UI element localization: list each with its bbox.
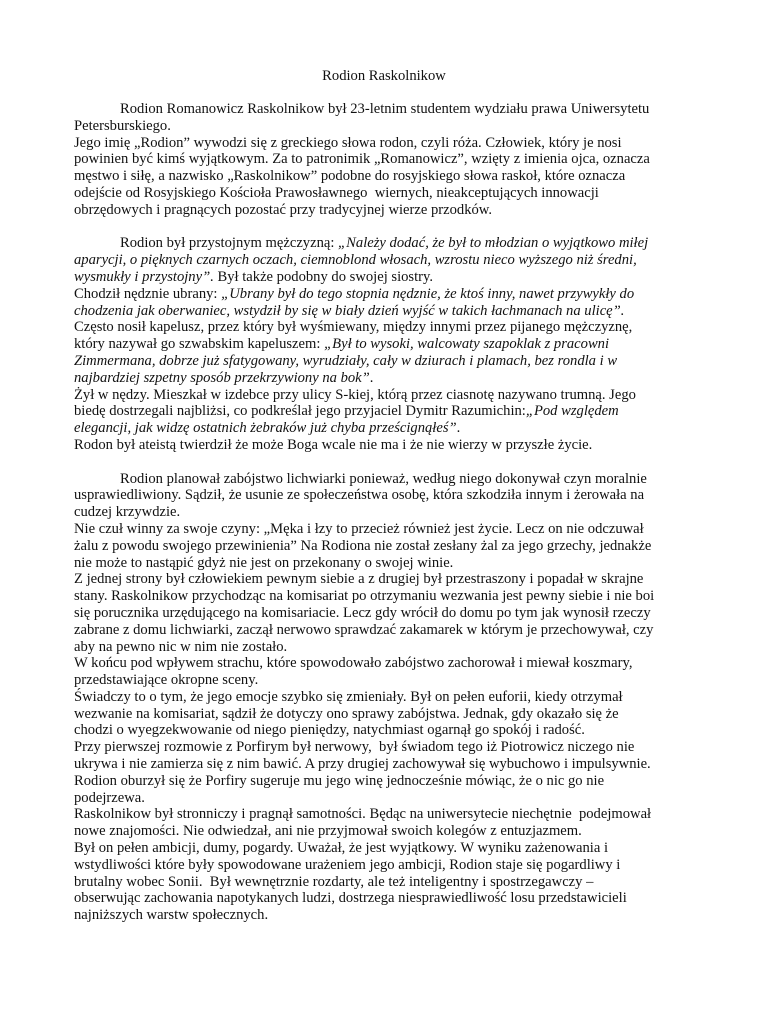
text-line: żalu z powodu swojego przewinienia” Na Rodiona nie został zesłany żal za jego grzechy, jednakże bbox=[74, 537, 652, 554]
text-run: Rodion był przystojnym mężczyzną: bbox=[120, 235, 339, 252]
paragraph-appearance bbox=[74, 235, 698, 453]
text-line: się porucznika urzędującego na komisariacie. Lecz gdy wrócił do domu po tym jak wynosił rzeczy bbox=[74, 604, 651, 621]
text-line: wezwanie na komisariat, sądził że dotyczy ono sprawy zabójstwa. Jednak, gdy okazało się że bbox=[74, 705, 619, 722]
text-line: cudzej krzywdzie. bbox=[74, 504, 181, 521]
text-line bbox=[74, 252, 698, 269]
text-line: Rodon był ateistą twierdził że może Boga wcale nie ma i że nie wierzy w przyszłe życie. bbox=[74, 436, 593, 453]
text-line: brutalny wobec Sonii. Był wewnętrznie rozdarty, ale też inteligentny i spostrzegawczy – bbox=[74, 873, 594, 890]
text-line: podejrzewa. bbox=[74, 789, 145, 806]
text-line bbox=[74, 269, 698, 286]
text-line: męstwo i siłę, a nazwisko „Raskolnikow” podobne do rosyjskiego słowa raskoł, które oznacza bbox=[74, 168, 626, 185]
text-line: Żył w nędzy. Mieszkał w izdebce przy ulicy S-kiej, którą przez ciasnotę nazywano trumną. Jego bbox=[74, 386, 636, 403]
quote-run: „Był to wysoki, walcowaty szapoklak z pracowni bbox=[324, 336, 610, 353]
blank-line bbox=[74, 219, 698, 236]
text-line bbox=[74, 303, 698, 320]
text-line bbox=[74, 370, 698, 387]
text-line: Nie czuł winny za swoje czyny: „Męka i łzy to przecież również jest życie. Lecz on nie odczuwał bbox=[74, 520, 644, 537]
text-line: chodzi o wyegzekwowanie od niego pieniędzy, natychmiast ogarnął go spokój i radość. bbox=[74, 722, 585, 739]
text-line bbox=[74, 286, 698, 303]
text-line: Świadczy to o tym, że jego emocje szybko się zmieniały. Był on pełen euforii, kiedy otrzymał bbox=[74, 688, 623, 705]
text-run: Chodził nędznie ubrany: bbox=[74, 285, 222, 302]
text-line: nowe znajomości. Nie odwiedzał, ani nie przyjmował swoich kolegów z entuzjazmem. bbox=[74, 823, 582, 840]
text-run: . bbox=[456, 420, 461, 437]
text-line: ukrywa i nie zamierza się z nim bawić. A przy drugiej zachowywał się wybuchowo i impulsywnie. bbox=[74, 756, 651, 773]
text-line: odejście od Rosyjskiego Kościoła Prawosławnego wiernych, nieakceptujących innowacji bbox=[74, 184, 599, 201]
quote-run: aparycji, o pięknych czarnych oczach, ciemnoblond włosach, wzrostu nieco wyższego niż średni, bbox=[74, 252, 637, 269]
document-body bbox=[74, 101, 698, 924]
text-line bbox=[74, 420, 698, 437]
text-line: nie może to nastąpić gdyż nie jest on przekonany o swojej winie. bbox=[74, 554, 454, 571]
text-line: Często nosił kapelusz, przez który był wyśmiewany, między innymi przez pijanego mężczyznę, bbox=[74, 319, 633, 336]
quote-run: najbardziej szpetny sposób przekrzywiony na bok” bbox=[74, 369, 370, 386]
text-line bbox=[74, 353, 698, 370]
text-line: Z jednej strony był człowiekiem pewnym siebie a z drugiej był przestraszony i popadał w skrajne bbox=[74, 571, 644, 588]
text-run: . bbox=[369, 369, 374, 386]
text-line: Był on pełen ambicji, dumy, pogardy. Uważał, że jest wyjątkowy. W wyniku zażenowania i bbox=[74, 840, 609, 857]
text-line: Rodion Romanowicz Raskolnikow był 23-letnim studentem wydziału prawa Uniwersytetu bbox=[120, 101, 650, 117]
quote-run: „Należy dodać, że był to młodzian o wyjątkowo miłej bbox=[338, 235, 649, 252]
text-line bbox=[74, 336, 698, 353]
paragraph-character bbox=[74, 471, 698, 925]
text-line: najniższych warstw społecznych. bbox=[74, 907, 269, 924]
quote-run: wysmukły i przystojny”. bbox=[74, 268, 214, 285]
text-run: Był także podobny do swojej siostry. bbox=[213, 268, 434, 285]
text-line: Petersburskiego. bbox=[74, 117, 171, 134]
text-line: W końcu pod wpływem strachu, które spowodowało zabójstwo zachorował i miewał koszmary, bbox=[74, 655, 633, 672]
text-line bbox=[74, 235, 698, 252]
text-line: stany. Raskolnikow przychodząc na komisariat po otrzymaniu wezwania jest pewny siebie i nie boi bbox=[74, 588, 655, 605]
quote-run: Zimmermana, dobrze już sfatygowany, wyrudziały, cały w dziurach i plamach, bez rondla i w bbox=[74, 352, 618, 369]
text-line: przedstawiające okropne sceny. bbox=[74, 672, 259, 689]
quote-run: „Ubrany był do tego stopnia nędznie, że ktoś inny, nawet przywykły do bbox=[221, 285, 635, 302]
document-title: Rodion Raskolnikow bbox=[322, 68, 446, 84]
quote-run: „Pod względem bbox=[525, 403, 619, 420]
paragraph-introduction bbox=[74, 101, 698, 219]
text-line bbox=[74, 403, 698, 420]
text-line: Raskolnikow był stronniczy i pragnął samotności. Będąc na uniwersytecie niechętnie podejmował bbox=[74, 806, 652, 823]
blank-line bbox=[74, 454, 698, 471]
quote-run: elegancji, jak widzę ostatnich żebraków już chyba prześcignąłeś” bbox=[74, 420, 457, 437]
text-line: obrzędowych i pragnących pozostać przy tradycyjnej wierze przodków. bbox=[74, 201, 493, 218]
quote-run: chodzenia jak oberwaniec, wstydził by się w biały dzień wyjść w takich łachmanach na ulicę”. bbox=[74, 302, 625, 319]
text-line: zabrane z domu lichwiarki, zaczął nerwowo sprawdzać zakamarek w którym je przechowywał, czy bbox=[74, 621, 654, 638]
text-run: który nazywał go szwabskim kapeluszem: bbox=[74, 336, 325, 353]
text-line: usprawiedliwiony. Sądził, że usunie ze społeczeństwa osobę, która szkodziła innym i żerowała na bbox=[74, 487, 645, 504]
text-line: Rodion oburzył się że Porfiry sugeruje mu jego winę jednocześnie mówiąc, że o nic go nie bbox=[74, 772, 605, 789]
text-line: Rodion planował zabójstwo lichwiarki ponieważ, według niego dokonywał czyn moralnie bbox=[120, 470, 647, 487]
text-line: obserwując zachowania napotykanych ludzi, dostrzega niesprawiedliwość losu przedstawicieli bbox=[74, 890, 627, 907]
text-run: biedę dostrzegali najbliżsi, co podkreślał jego przyjaciel Dymitr Razumichin: bbox=[74, 403, 526, 420]
text-line: aby na pewno nic w nim nie zostało. bbox=[74, 638, 288, 655]
text-line: wstydliwości które były spowodowane urażeniem jego ambicji, Rodion staje się pogardliwy i bbox=[74, 856, 621, 873]
text-line: Jego imię „Rodion” wywodzi się z greckiego słowa rodon, czyli róża. Człowiek, który je nosi bbox=[74, 134, 622, 151]
text-line: Przy pierwszej rozmowie z Porfirym był nerwowy, był świadom tego iż Piotrowicz niczego nie bbox=[74, 739, 635, 756]
text-line: powinien być kimś wyjątkowym. Za to patronimik „Romanowicz”, wzięty z imienia ojca, oznacza bbox=[74, 151, 650, 168]
